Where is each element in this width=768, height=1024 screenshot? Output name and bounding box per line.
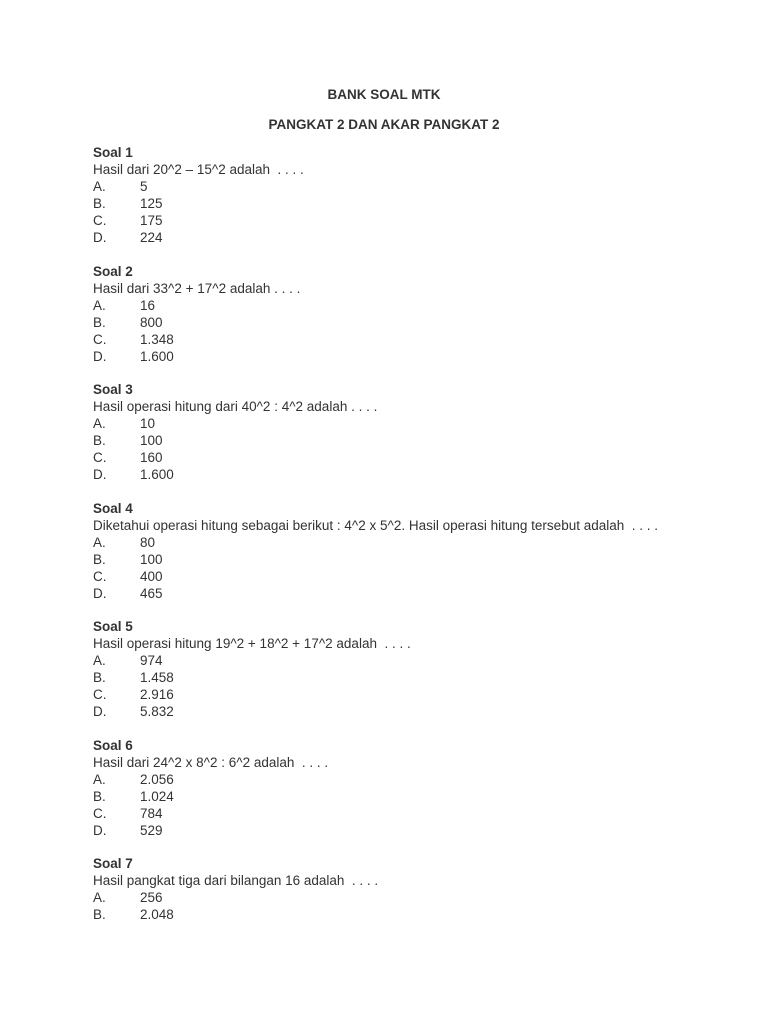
option-value: 974 xyxy=(140,653,163,668)
option-value: 784 xyxy=(140,805,163,821)
option-value: 2.048 xyxy=(140,907,174,922)
option-c xyxy=(93,449,733,466)
option-c xyxy=(93,568,733,585)
option-value: 175 xyxy=(140,213,163,228)
option-c xyxy=(93,805,733,822)
option-value: 1.024 xyxy=(140,788,174,804)
option-letter: B. xyxy=(93,788,106,804)
option-letter: C. xyxy=(93,331,107,347)
question-4 xyxy=(93,500,733,602)
option-b xyxy=(93,788,733,805)
option-value: 2.916 xyxy=(140,687,174,702)
option-value: 1.600 xyxy=(140,467,174,482)
option-letter: C. xyxy=(93,805,107,821)
option-value: 2.056 xyxy=(140,771,174,787)
question-7 xyxy=(93,855,733,923)
option-a xyxy=(93,178,733,195)
question-text: Hasil operasi hitung 19^2 + 18^2 + 17^2 adalah . . . . xyxy=(93,636,411,651)
question-label: Soal 2 xyxy=(93,263,133,279)
document-subtitle: PANGKAT 2 DAN AKAR PANGKAT 2 xyxy=(268,117,500,132)
question-label: Soal 4 xyxy=(93,500,133,516)
option-letter: B. xyxy=(93,670,106,685)
option-a xyxy=(93,415,733,432)
option-value: 1.458 xyxy=(140,670,174,685)
option-value: 1.348 xyxy=(140,331,174,347)
option-value: 125 xyxy=(140,196,163,211)
option-b xyxy=(93,195,733,212)
question-text: Hasil dari 33^2 + 17^2 adalah . . . . xyxy=(93,280,301,296)
question-text: Hasil dari 24^2 x 8^2 : 6^2 adalah . . . . xyxy=(93,754,329,770)
option-letter: A. xyxy=(93,771,106,787)
question-1 xyxy=(93,144,733,246)
option-letter: A. xyxy=(93,416,106,431)
option-letter: D. xyxy=(93,230,107,245)
option-value: 224 xyxy=(140,230,163,245)
option-letter: D. xyxy=(93,348,107,364)
document-title: BANK SOAL MTK xyxy=(327,87,441,102)
option-c xyxy=(93,212,733,229)
option-value: 160 xyxy=(140,450,163,465)
question-2 xyxy=(93,263,733,365)
option-value: 256 xyxy=(140,890,163,905)
option-value: 800 xyxy=(140,314,163,330)
option-letter: B. xyxy=(93,196,106,211)
option-letter: D. xyxy=(93,822,107,838)
option-letter: C. xyxy=(93,568,107,584)
option-d xyxy=(93,585,733,602)
option-value: 100 xyxy=(140,551,163,567)
option-value: 465 xyxy=(140,585,163,601)
question-text: Hasil dari 20^2 – 15^2 adalah . . . . xyxy=(93,162,304,177)
option-letter: B. xyxy=(93,551,106,567)
option-d xyxy=(93,703,733,720)
question-text: Diketahui operasi hitung sebagai berikut : 4^2 x 5^2. Hasil operasi hitung tersebut adalah . . . . xyxy=(93,517,659,533)
option-letter: A. xyxy=(93,890,106,905)
option-c xyxy=(93,686,733,703)
option-letter: C. xyxy=(93,450,107,465)
option-a xyxy=(93,297,733,314)
question-label: Soal 1 xyxy=(93,145,133,160)
option-b xyxy=(93,669,733,686)
option-d xyxy=(93,822,733,839)
option-value: 16 xyxy=(140,297,156,313)
option-letter: D. xyxy=(93,467,107,482)
option-letter: C. xyxy=(93,213,107,228)
option-d xyxy=(93,348,733,365)
question-label: Soal 6 xyxy=(93,737,133,753)
option-letter: B. xyxy=(93,907,106,922)
option-value: 5 xyxy=(140,179,148,194)
option-letter: A. xyxy=(93,179,106,194)
option-letter: B. xyxy=(93,314,106,330)
question-label: Soal 7 xyxy=(93,856,133,871)
option-value: 5.832 xyxy=(140,704,174,719)
option-value: 100 xyxy=(140,433,163,448)
question-label: Soal 3 xyxy=(93,382,133,397)
option-value: 529 xyxy=(140,822,163,838)
question-text: Hasil operasi hitung dari 40^2 : 4^2 adalah . . . . xyxy=(93,399,378,414)
option-value: 400 xyxy=(140,568,163,584)
option-letter: A. xyxy=(93,297,106,313)
question-list xyxy=(93,144,733,940)
option-letter: D. xyxy=(93,585,107,601)
option-a xyxy=(93,771,733,788)
option-letter: D. xyxy=(93,704,107,719)
option-a xyxy=(93,889,733,906)
option-d xyxy=(93,466,733,483)
question-5 xyxy=(93,618,733,720)
option-b xyxy=(93,314,733,331)
option-value: 10 xyxy=(140,416,156,431)
option-c xyxy=(93,331,733,348)
question-text: Hasil pangkat tiga dari bilangan 16 adalah . . . . xyxy=(93,873,379,888)
question-3 xyxy=(93,381,733,483)
option-letter: C. xyxy=(93,687,107,702)
option-letter: A. xyxy=(93,653,106,668)
option-a xyxy=(93,652,733,669)
option-b xyxy=(93,432,733,449)
question-label: Soal 5 xyxy=(93,619,133,634)
option-letter: A. xyxy=(93,534,106,550)
question-6 xyxy=(93,737,733,839)
option-a xyxy=(93,534,733,551)
option-b xyxy=(93,551,733,568)
option-value: 80 xyxy=(140,534,156,550)
option-b xyxy=(93,906,733,923)
option-value: 1.600 xyxy=(140,348,174,364)
option-letter: B. xyxy=(93,433,106,448)
option-d xyxy=(93,229,733,246)
